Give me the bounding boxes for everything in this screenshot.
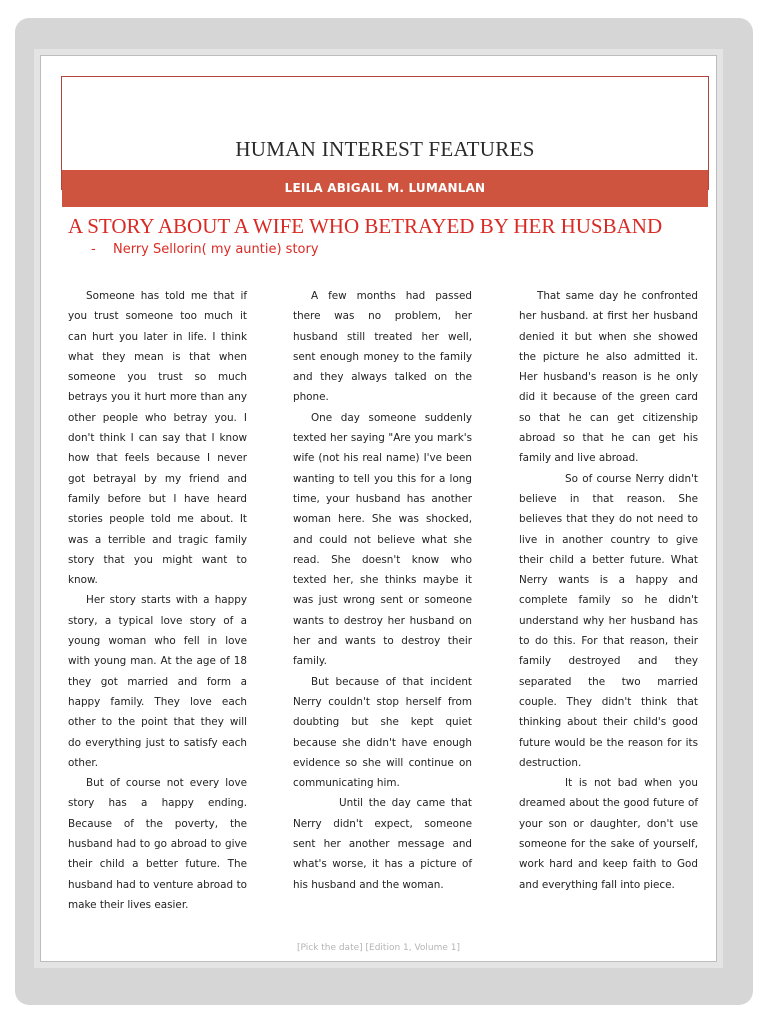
paragraph: That same day he confronted her husband. at first her husband denied it but when she showed the picture he also admitted it. Her husband's reason is he only did it because of the green card so that he can get citizenship abroad so that he can get his family and live abroad. bbox=[519, 290, 698, 465]
paragraph: One day someone suddenly texted her saying "Are you mark's wife (not his real name) I've been wanting to tell you this for a long time, your husband has another woman here. She was shocked, and could not believe what she read. She doesn't know who texted her, she thinks maybe it was just wrong sent or someone wants to destroy her husband on her and wants to destroy their family. bbox=[293, 411, 472, 668]
paragraph: Someone has told me that if you trust someone too much it can hurt you later in life. I think what they mean is that when someone you trust so much betrays you it hurt more than any other people who betray you. I don't think I can say that I know how that feels because I never got betrayal by my friend and family before but I have heard stories people told me about. It was a terrible and tragic family story that you might want to know. bbox=[68, 290, 247, 587]
paragraph: A few months had passed there was no problem, her husband still treated her well, sent enough money to the family and they always talked on the phone. bbox=[293, 290, 472, 404]
article-column-3 bbox=[519, 286, 698, 895]
masthead bbox=[61, 76, 709, 195]
page-footer: [Pick the date] [Edition 1, Volume 1] bbox=[296, 943, 461, 953]
paragraph: Until the day came that Nerry didn't expect, someone sent her another message and what's worse, it has a picture of his husband and the woman. bbox=[293, 797, 472, 891]
paragraph: It is not bad when you dreamed about the good future of your son or daughter, don't use someone for the sake of yourself, work hard and keep faith to God and everything fall into piece. bbox=[519, 777, 698, 891]
story-title: A STORY ABOUT A WIFE WHO BETRAYED BY HER HUSBAND bbox=[68, 214, 663, 238]
article-column-2 bbox=[293, 286, 472, 895]
paragraph: Her story starts with a happy story, a typical love story of a young woman who fell in love with young man. At the age of 18 they got married and form a happy family. They love each other to the point that they will do everything just to satisfy each other. bbox=[68, 594, 247, 769]
newsletter-title: HUMAN INTEREST FEATURES bbox=[235, 137, 535, 161]
newsletter-page bbox=[40, 55, 717, 962]
paragraph: So of course Nerry didn't believe in that reason. She believes that they do not need to live in another country to give their child a better future. What Nerry wants is a happy and complete family so he didn't understand why her husband has to do this. For that reason, their family destroyed and they separated the two married couple. They didn't think that thinking about their child's good future would be the reason for its destruction. bbox=[519, 472, 698, 769]
subtitle-dash: - bbox=[91, 242, 96, 257]
paragraph: But because of that incident Nerry couldn't stop herself from doubting but she kept quiet because she didn't have enough evidence so she will continue on communicating him. bbox=[293, 675, 472, 790]
author-band: LEILA ABIGAIL M. LUMANLAN bbox=[62, 170, 708, 207]
paragraph: But of course not every love story has a happy ending. Because of the poverty, the husband had to go abroad to give their child a better future. The husband had to venture abroad to make their lives easier. bbox=[68, 777, 247, 911]
subtitle-text: Nerry Sellorin( my auntie) story bbox=[113, 242, 319, 257]
story-subtitle bbox=[91, 242, 319, 257]
article-column-1 bbox=[68, 286, 247, 915]
